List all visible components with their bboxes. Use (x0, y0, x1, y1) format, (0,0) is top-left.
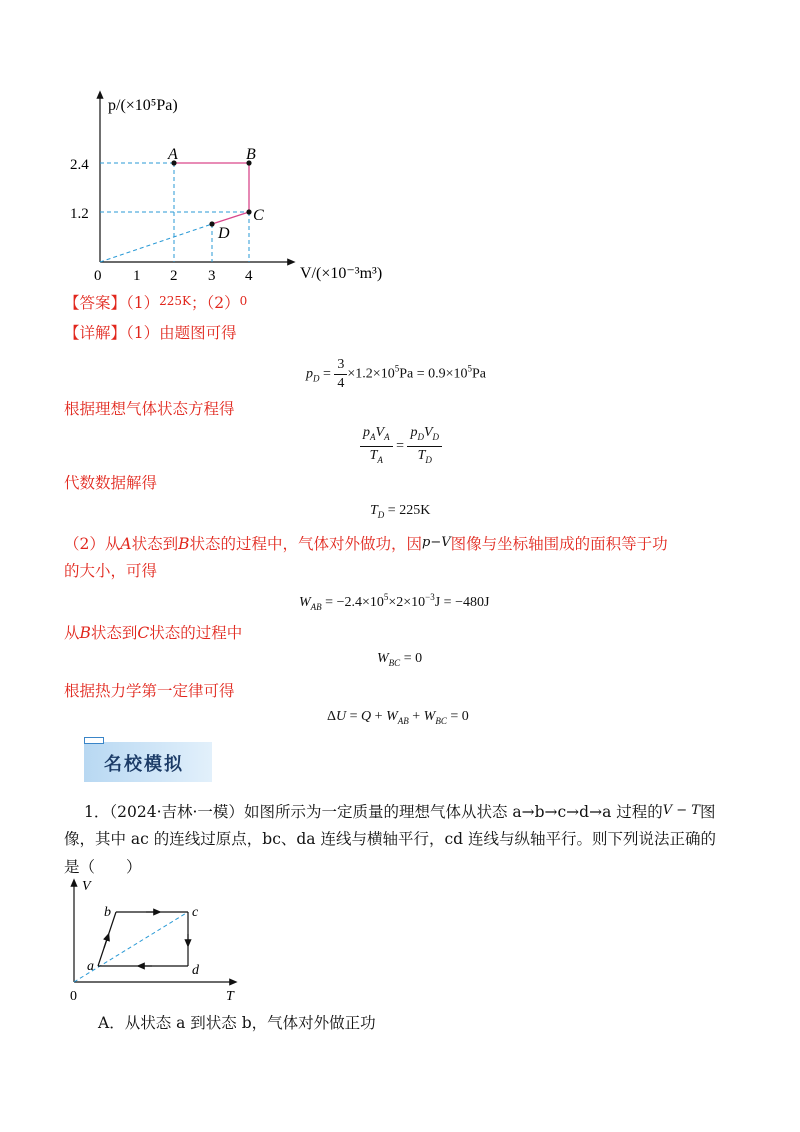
pv-label-C: C (253, 207, 264, 224)
equation-first-law: $\Delta U = Q + W_{AB} + W_{BC} = 0$ (327, 709, 469, 726)
detail-text-7: 根据热力学第一定律可得 (64, 682, 235, 700)
detail-text-4a: （2）从 (64, 535, 121, 553)
detail-line-4 (64, 532, 668, 555)
pv-process-CD (212, 212, 249, 224)
pv-point-D (209, 221, 214, 226)
question-text-3: 是（ ） (64, 858, 142, 876)
detail-text-6d: C (137, 624, 150, 642)
pv-label-D: D (218, 225, 230, 242)
question-source: （2024·吉林·一模） (109, 803, 244, 821)
detail-text-5: 的大小，可得 (64, 562, 158, 580)
pv-graph (60, 88, 420, 288)
pv-xtick-3: 3 (208, 268, 216, 284)
pv-x-axis-label: V/(×10⁻³m³) (300, 265, 383, 282)
pv-point-C (246, 209, 251, 214)
answer-value2: 0 (239, 294, 248, 308)
answer-line (64, 290, 247, 314)
vt-label-a: a (87, 959, 94, 974)
question-vt: V − T (662, 803, 700, 818)
vt-graph (62, 876, 262, 1006)
detail-text-6e: 状态的过程中 (149, 624, 243, 642)
answer-sep: ； (191, 294, 207, 312)
equation-ideal-gas: $\frac{p_AV_A}{T_A}$ = $\frac{p_DV_D}{T_D}$ (360, 424, 442, 469)
detail-text-4g: 图像与坐标轴围成的面积等于功 (450, 535, 668, 553)
question-text-1: 如图所示为一定质量的理想气体从状态 a→b→c→d→a 过程的 (243, 803, 663, 821)
vt-origin-label: 0 (70, 989, 77, 1004)
vt-arrow-ab (104, 936, 108, 948)
pv-xtick-2: 2 (170, 268, 178, 284)
vt-x-axis-label: T (226, 989, 234, 1004)
pv-xtick-0: 0 (94, 268, 102, 284)
pv-xtick-1: 1 (133, 268, 141, 284)
section-title: 名校模拟 (104, 754, 184, 775)
answer-part1: （1） (126, 294, 160, 312)
detail-text-1: （1）由题图可得 (126, 324, 237, 342)
question-text-1b: 图 (699, 803, 716, 821)
vt-y-axis-label: V (82, 879, 91, 894)
pv-dash-origin-D (100, 224, 212, 262)
vt-label-d: d (192, 963, 199, 978)
detail-line-1 (64, 322, 237, 344)
detail-text-4f: p−V (422, 535, 451, 550)
detail-text-6c: 状态到 (90, 624, 138, 642)
answer-value1: 225K (159, 294, 192, 308)
pv-label-A: A (168, 146, 178, 163)
detail-text-4b: A (120, 535, 132, 553)
vt-label-c: c (192, 905, 199, 920)
detail-text-3: 代数数据解得 (64, 474, 158, 492)
detail-tag: 【详解】 (64, 324, 127, 342)
vt-label-b: b (104, 905, 111, 920)
detail-text-6b: B (79, 624, 91, 642)
detail-text-2: 根据理想气体状态方程得 (64, 400, 235, 418)
pv-label-B: B (246, 146, 256, 163)
detail-line-6 (64, 622, 242, 644)
equation-pD: $p_D$ = $\frac{3}{4}$ $\times 1.2\times 10^5Pa = 0.9\times 10^5Pa$ (306, 357, 486, 391)
question-text-2: 像，其中 ac 的连线过原点，bc、da 连线与横轴平行，cd 连线与纵轴平行。则下列说法正确的 (64, 830, 717, 848)
equation-TD: $T_D = 225K$ (370, 503, 431, 520)
pv-xtick-4: 4 (245, 268, 253, 284)
equation-WBC: $W_{BC} = 0$ (377, 651, 423, 668)
detail-text-6a: 从 (64, 624, 80, 642)
question-number: 1． (84, 803, 110, 821)
detail-text-4c: 状态到 (131, 535, 179, 553)
option-a[interactable]: A．从状态 a 到状态 b，气体对外做正功 (98, 1014, 376, 1032)
pv-y-axis-label: p/(×10⁵Pa) (108, 97, 178, 114)
pv-ytick-2.4: 2.4 (70, 157, 89, 173)
pv-ytick-1.2: 1.2 (70, 206, 89, 222)
answer-tag: 【答案】 (64, 294, 127, 312)
equation-WAB: $W_{AB} = -2.4\times 10^5\times 2\times 10^{-3}J = -480J$ (299, 592, 490, 612)
detail-text-4d: B (178, 535, 190, 553)
question-line-1 (84, 800, 744, 823)
answer-part2: （2） (206, 294, 240, 312)
detail-text-4e: 状态的过程中，气体对外做功，因 (189, 535, 422, 553)
section-banner-flag (84, 737, 104, 744)
